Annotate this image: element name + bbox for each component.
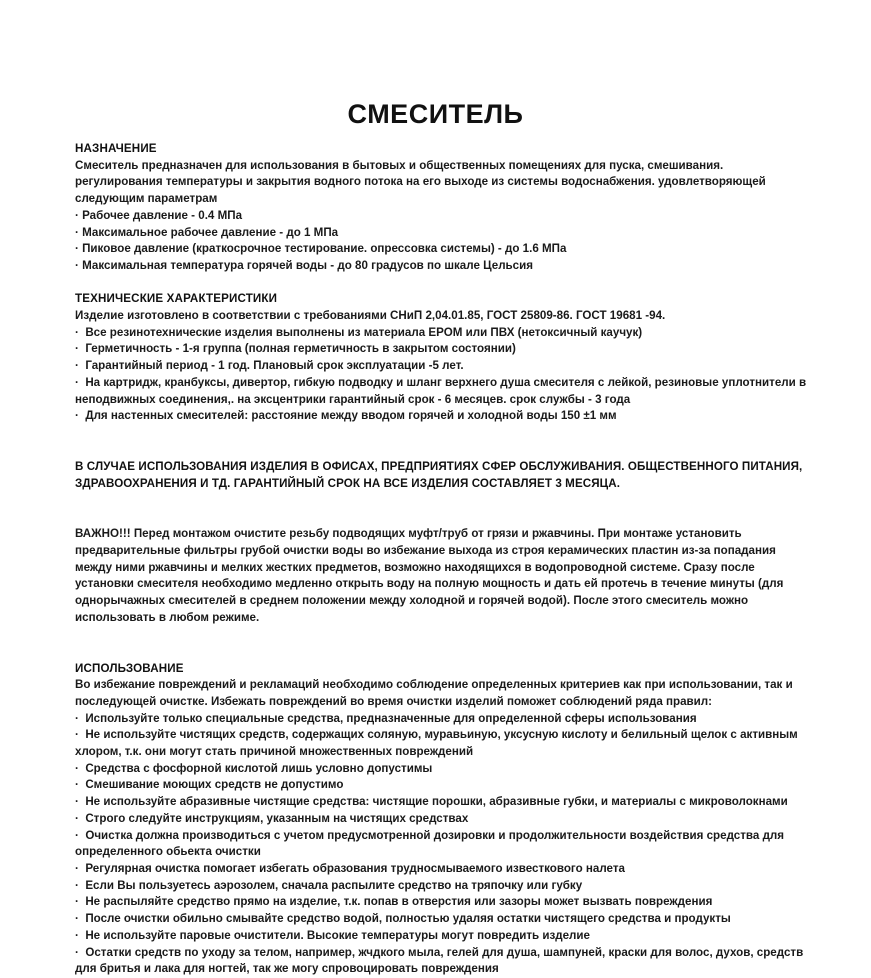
- list-item: · Не используйте чистящих средств, содержащих соляную, муравьиную, уксусную кислоту и белильный щелок с активным хлором, т.к. они могут стать причиной множественных повреждений: [75, 727, 807, 760]
- section-heading-usage: ИСПОЛЬЗОВАНИЕ: [75, 661, 184, 675]
- list-item: · Рабочее давление - 0.4 МПа: [75, 208, 807, 225]
- warranty-notice-line-1: В СЛУЧАЕ ИСПОЛЬЗОВАНИЯ ИЗДЕЛИЯ В ОФИСАХ, ПРЕДПРИЯТИЯХ СФЕР ОБСЛУЖИВАНИЯ. ОБЩЕСТВЕННОГО ПИТАНИЯ,: [75, 459, 803, 473]
- spacer: [75, 644, 807, 661]
- document-body: [75, 141, 807, 978]
- list-item: · Строго следуйте инструкциям, указанным на чистящих средствах: [75, 811, 807, 828]
- list-item: · Не используйте абразивные чистящие средства: чистящие порошки, абразивные губки, и материалы с микроволокнами: [75, 794, 807, 811]
- spacer: [75, 275, 807, 292]
- section-usage: [75, 661, 807, 978]
- warranty-notice-line-2: ЗДРАВООХРАНЕНИЯ И ТД. ГАРАНТИЙНЫЙ СРОК НА ВСЕ ИЗДЕЛИЯ СОСТАВЛЯЕТ 3 МЕСЯЦА.: [75, 476, 621, 490]
- section-warranty-notice: [75, 459, 807, 492]
- spacer: [75, 442, 807, 459]
- spacer: [75, 492, 807, 509]
- section-purpose: [75, 141, 807, 275]
- purpose-intro-text: Смеситель предназначен для использования в бытовых и общественных помещениях для пуска, смешивания. регулирования температуры и закрытия водного потока на его выходе из системы водоснабжения. удовлетворяющей следующим параметрам: [75, 158, 766, 206]
- list-item: · Регулярная очистка помогает избегать образования трудносмываемого известкового налета: [75, 861, 807, 878]
- spacer: [75, 509, 807, 526]
- list-item: · Герметичность - 1-я группа (полная герметичность в закрытом состоянии): [75, 341, 807, 358]
- list-item: · Гарантийный период - 1 год. Плановый срок эксплуатации -5 лет.: [75, 358, 807, 375]
- important-paragraph: ВАЖНО!!! Перед монтажом очистите резьбу подводящих муфт/труб от грязи и ржавчины. При монтаже установить предварительные фильтры грубой очистки воды во избежание выхода из строя керамических пластин из-за попадания между ними ржавчины и мелких жестких предметов, возможно находящихся в водопроводной системе. Сразу после установки смесителя необходимо медленно открыть воду на полную мощность и дать ей протечь в течение минуты (для однорычажных смесителей в среднем положении между холодной и горячей водой). После этого смеситель можно использовать в любом режиме.: [75, 527, 784, 624]
- list-item: · Не распыляйте средство прямо на изделие, т.к. попав в отверстия или зазоры может вызвать повреждения: [75, 894, 807, 911]
- list-item: · Пиковое давление (краткосрочное тестирование. опрессовка системы) - до 1.6 МПа: [75, 241, 807, 258]
- usage-intro-text: Во избежание повреждений и рекламаций необходимо соблюдение определенных критериев как при использовании, так и последующей очистке. Избежать повреждений во время очистки изделий поможет соблюдений ряда правил:: [75, 678, 793, 708]
- section-heading-specifications: ТЕХНИЧЕСКИЕ ХАРАКТЕРИСТИКИ: [75, 292, 278, 306]
- list-item: · Смешивание моющих средств не допустимо: [75, 777, 807, 794]
- specs-intro-text: Изделие изготовлено в соответствии с требованиями СНиП 2,04.01.85, ГОСТ 25809-86. ГОСТ 19681 -94.: [75, 309, 666, 323]
- list-item: · Если Вы пользуетесь аэрозолем, сначала распылите средство на тряпочку или губку: [75, 878, 807, 895]
- spacer: [75, 627, 807, 644]
- section-specifications: [75, 291, 807, 425]
- list-item: · Все резинотехнические изделия выполнены из материала ЕРОМ или ПВХ (нетоксичный каучук): [75, 325, 807, 342]
- list-item: · Средства с фосфорной кислотой лишь условно допустимы: [75, 761, 807, 778]
- list-item: · Максимальное рабочее давление - до 1 МПа: [75, 225, 807, 242]
- purpose-bullet-list: [75, 208, 807, 275]
- list-item: · Не используйте паровые очистители. Высокие температуры могут повредить изделие: [75, 928, 807, 945]
- usage-bullet-list: [75, 711, 807, 978]
- list-item: · Остатки средств по уходу за телом, например, жчдкого мыла, гелей для душа, шампуней, краски для волос, духов, средств для бритья и лака для ногтей, так же могу спровоцировать повреждения: [75, 945, 807, 978]
- specs-bullet-list: [75, 325, 807, 425]
- section-heading-purpose: НАЗНАЧЕНИЕ: [75, 142, 157, 155]
- list-item: · После очистки обильно смывайте средство водой, полностью удаляя остатки чистящего средства и продукты: [75, 911, 807, 928]
- list-item: · На картридж, кранбуксы, дивертор, гибкую подводку и шланг верхнего душа смесителя с лейкой, резиновые уплотнители в неподвижных соединения,. на эксцентрики гарантийный срок - 6 месяцев. срок службы - 3 года: [75, 375, 807, 408]
- section-important: [75, 526, 807, 626]
- list-item: · Очистка должна производиться с учетом предусмотренной дозировки и продолжительности воздействия средства для определенного обьекта очистки: [75, 828, 807, 861]
- spacer: [75, 425, 807, 442]
- list-item: · Максимальная температура горячей воды - до 80 градусов по шкале Цельсия: [75, 258, 807, 275]
- page-title: СМЕСИТЕЛЬ: [347, 99, 524, 130]
- list-item: · Для настенных смесителей: расстояние между вводом горячей и холодной воды 150 ±1 мм: [75, 408, 807, 425]
- list-item: · Используйте только специальные средства, предназначенные для определенной сферы использования: [75, 711, 807, 728]
